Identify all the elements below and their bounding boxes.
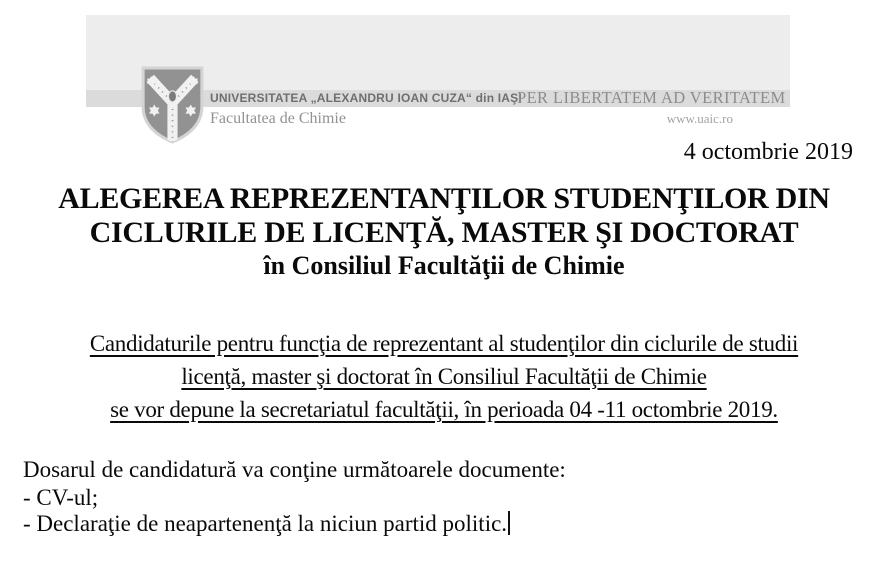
title-line-2: CICLURILE DE LICENŢĂ, MASTER ŞI DOCTORAT [89, 216, 799, 249]
faculty-name: Facultatea de Chimie [210, 110, 346, 127]
title-line-1: ALEGEREA REPREZENTANŢILOR STUDENŢILOR DIN [58, 182, 830, 215]
text-caret [508, 511, 510, 535]
body-item-cv: - CV-ul; [23, 485, 99, 510]
document-date: 4 octombrie 2019 [683, 139, 853, 165]
body-intro: Dosarul de candidatură va conţine următoarele documente: [23, 457, 566, 482]
body-item-declaration: - Declaraţie de neapartenenţă la niciun partid politic. [23, 511, 863, 537]
university-name: UNIVERSITATEA „ALEXANDRU IOAN CUZA“ din IAŞI [210, 91, 522, 105]
notice-line-3: se vor depune la secretariatul facultăţii, în perioada 04 -11 octombrie 2019. [110, 397, 778, 422]
title-line-3: în Consiliul Facultăţii de Chimie [263, 251, 625, 280]
university-website: www.uaic.ro [666, 111, 733, 126]
university-motto: PER LIBERTATEM AD VERITATEM [517, 88, 786, 107]
notice-line-1: Candidaturile pentru funcţia de reprezentant al studenţilor din ciclurile de studii [89, 331, 799, 356]
notice-line-2: licenţă, master şi doctorat în Consiliul Facultăţii de Chimie [181, 364, 707, 389]
